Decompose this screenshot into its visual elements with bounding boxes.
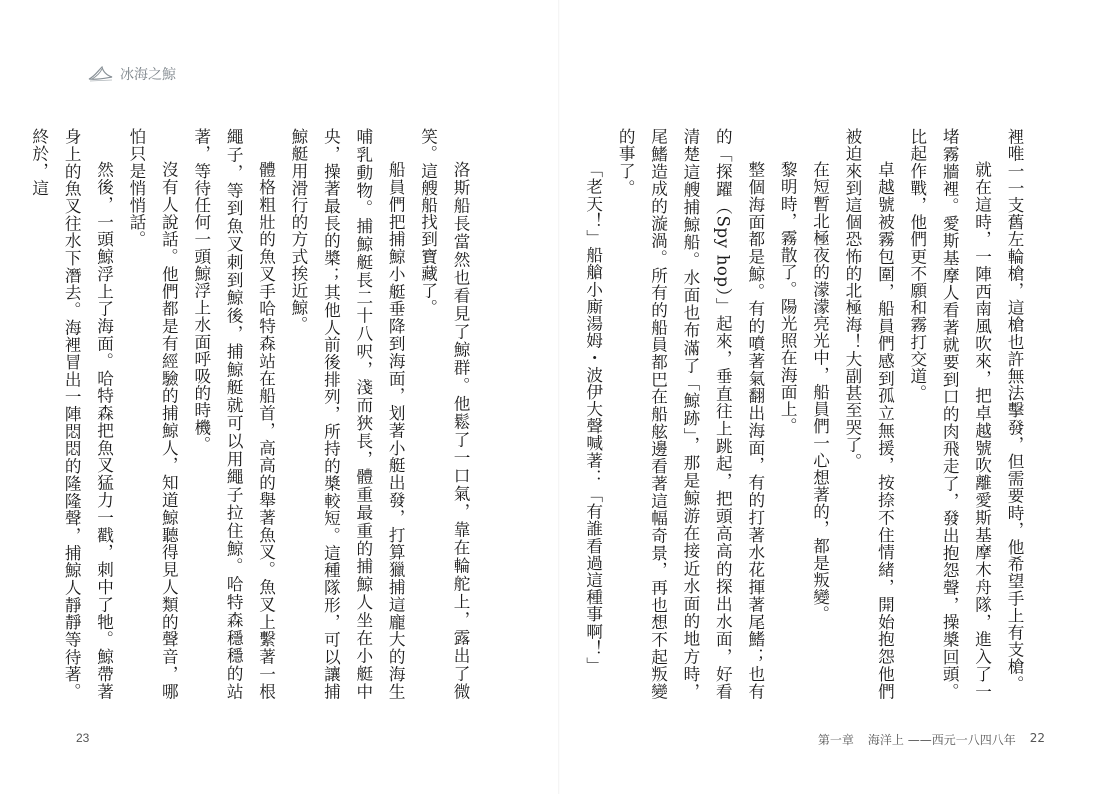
right-body-text <box>583 128 1030 700</box>
chapter-label: 第一章 <box>817 733 854 747</box>
chapter-title: 海洋上 ——西元一八四八年 <box>867 733 1016 747</box>
paragraph: 裡唯一一支舊左輪槍，這槍也許無法擊發，但需要時，他希望手上有支槍。 <box>1005 128 1024 693</box>
paragraph: 在短暫北極夜的濛濛亮光中，船員們一心想著的，都是叛變。 <box>810 161 830 623</box>
paragraph: 「老天！」船艙小廝湯姆・波伊大聲喊著：「有誰看過這種事啊！」 <box>583 161 603 675</box>
paragraph: 體格粗壯的魚叉手哈特森站在船首，高高的舉著魚叉。魚叉上繫著一根繩子，等到魚叉刺到鯨後，捕鯨艇就可以用繩子拉住鯨。哈特森穩穩的站著，等待任何一頭鯨浮上水面呼吸的時機。 <box>191 128 276 700</box>
book-logo-icon <box>88 65 114 83</box>
running-footer <box>818 731 1045 748</box>
running-header <box>88 64 176 84</box>
left-body-text <box>29 128 476 700</box>
right-page-number: 22 <box>1029 731 1045 745</box>
book-title: 冰海之鯨 <box>120 67 176 83</box>
paragraph: 黎明時，霧散了。陽光照在海面上。 <box>778 161 798 435</box>
paragraph: 沒有人說話。他們都是有經驗的捕鯨人，知道鯨聽得見人類的聲音，哪怕只是悄悄話。 <box>126 128 179 700</box>
left-page-number: 23 <box>76 731 90 745</box>
paragraph: 卓越號被霧包圍，船員們感到孤立無援，按捺不住情緒，開始抱怨他們被迫來到這個恐怖的北極海！大副甚至哭了。 <box>842 128 895 700</box>
paragraph: 就在這時，一陣西南風吹來，把卓越號吹離愛斯基摩木舟隊，進入了一堵霧牆裡。愛斯基摩人看著就要到口的肉飛走了，發出抱怨聲，操槳回頭。比起作戰，他們更不願和霧打交道。 <box>907 128 992 700</box>
paragraph: 洛斯船長當然也看見了鯨群。他鬆了一口氣，靠在輪舵上，露出了微笑。這艘船找到寶藏了。 <box>418 128 470 700</box>
paragraph: 然後，一頭鯨浮上了海面。哈特森把魚叉猛力一戳，刺中了牠。鯨帶著身上的魚叉往水下潛去。海裡冒出一陣悶悶的隆隆聲，捕鯨人靜靜等待著。終於，這 <box>29 128 114 700</box>
paragraph: 船員們把捕鯨小艇垂降到海面，划著小艇出發，打算獵捕這龐大的海生哺乳動物。捕鯨艇長二十八呎，淺而狹長，體重最重的捕鯨人坐在小艇中央，操著最長的槳；其他人前後排列，所持的槳較短。這種隊形，可以讓捕鯨艇用滑行的方式挨近鯨。 <box>288 128 406 700</box>
paragraph: 整個海面都是鯨。有的噴著氣翻出海面，有的打著水花揮著尾鰭；也有的「探躍（Spy hop）」起來，垂直往上跳起，把頭高高的探出水面，好看清楚這艘捕鯨船。水面也布滿了「鯨跡」，那是鯨游在接近水面的地方時，尾鰭造成的漩渦。所有的船員都巴在船舷邊看著這幅奇景，再也想不起叛變的事了。 <box>616 128 765 700</box>
right-page <box>560 0 1119 794</box>
